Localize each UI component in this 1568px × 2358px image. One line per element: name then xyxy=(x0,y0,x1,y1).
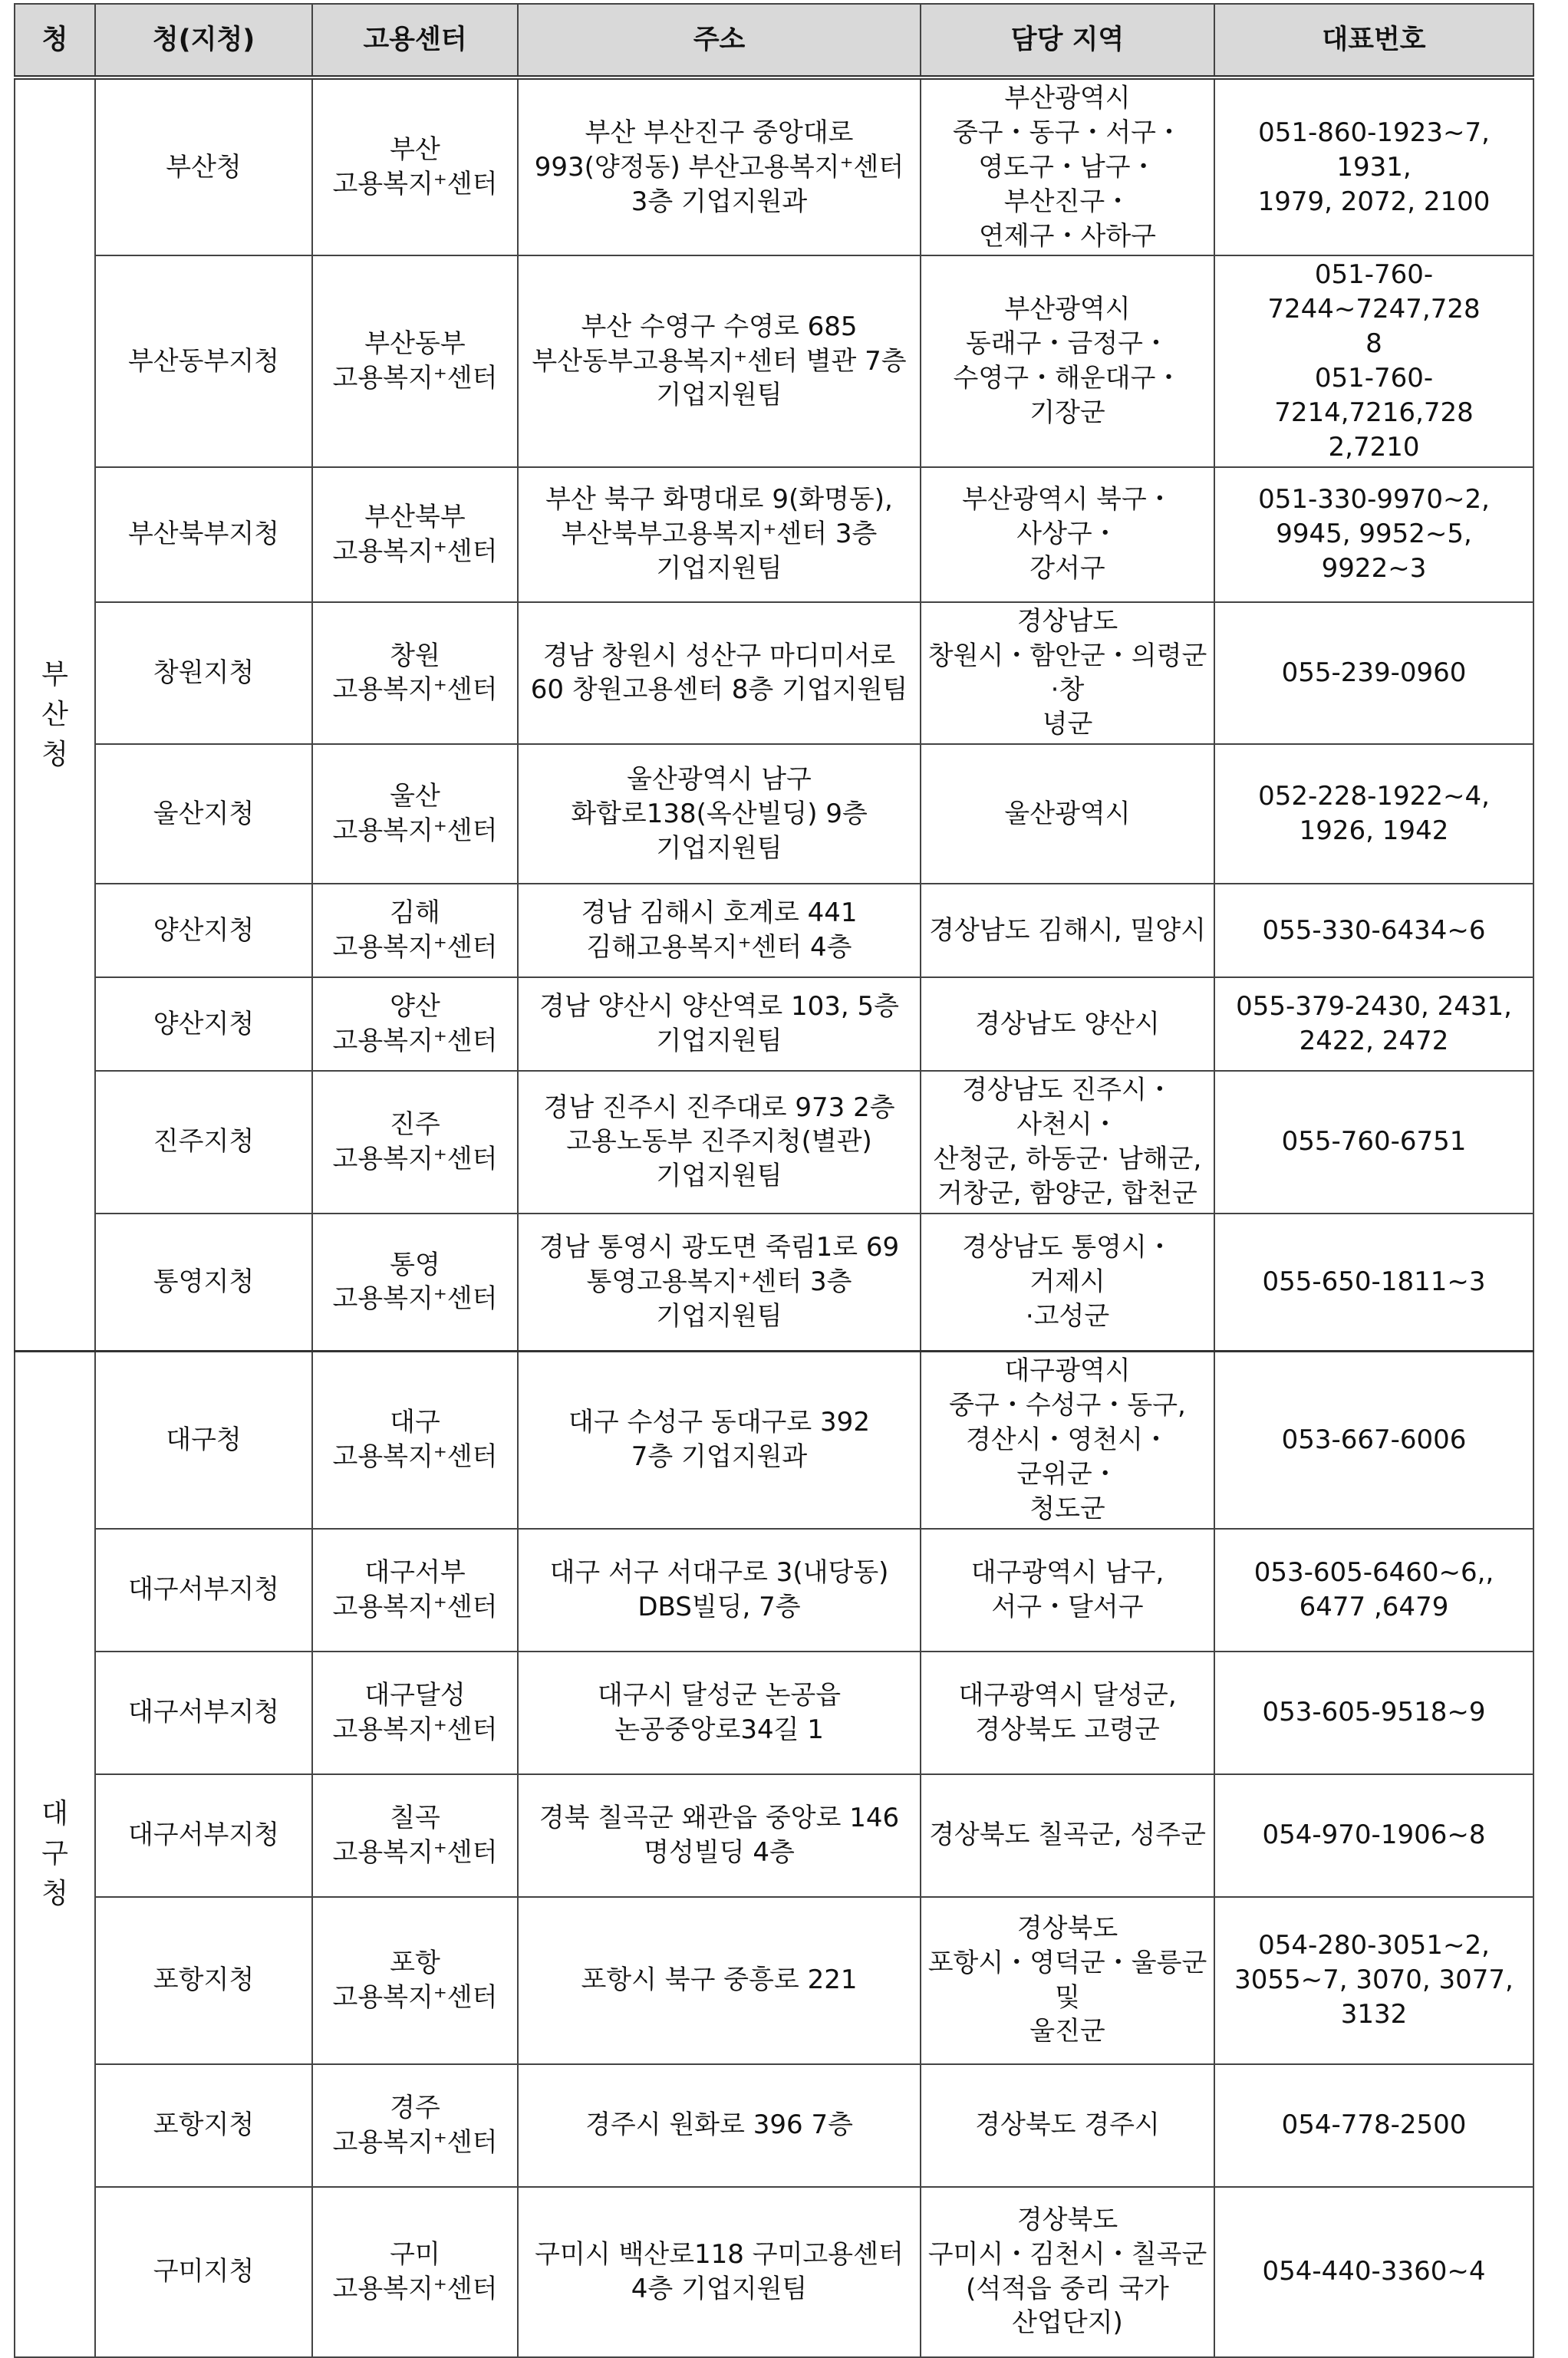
center-cell: 경주 고용복지⁺센터 xyxy=(312,2064,518,2187)
office-cell: 대구서부지청 xyxy=(95,1652,312,1774)
center-cell: 진주 고용복지⁺센터 xyxy=(312,1071,518,1214)
phone-cell: 054-440-3360~4 xyxy=(1214,2187,1533,2357)
table-header-row xyxy=(15,4,1533,77)
phone-cell: 053-605-9518~9 xyxy=(1214,1652,1533,1774)
center-cell: 부산 고용복지⁺센터 xyxy=(312,77,518,255)
header-center: 고용센터 xyxy=(312,4,518,77)
address-cell: 경남 김해시 호계로 441 김해고용복지⁺센터 4층 xyxy=(518,884,921,977)
phone-cell: 055-239-0960 xyxy=(1214,602,1533,745)
table-row xyxy=(15,1071,1533,1214)
header-phone: 대표번호 xyxy=(1214,4,1533,77)
center-cell: 통영 고용복지⁺센터 xyxy=(312,1214,518,1352)
table-row xyxy=(15,602,1533,745)
header-region: 담당 지역 xyxy=(921,4,1214,77)
region-cell: 대구광역시 달성군, 경상북도 고령군 xyxy=(921,1652,1214,1774)
table-row xyxy=(15,744,1533,884)
address-cell: 포항시 북구 중흥로 221 xyxy=(518,1897,921,2064)
office-cell: 포항지청 xyxy=(95,2064,312,2187)
table-row xyxy=(15,2187,1533,2357)
table-row xyxy=(15,1774,1533,1897)
region-cell: 부산광역시 중구・동구・서구・ 영도구・남구・부산진구・ 연제구・사하구 xyxy=(921,77,1214,255)
region-cell: 경상남도 창원시・함안군・의령군·창 녕군 xyxy=(921,602,1214,745)
office-cell: 양산지청 xyxy=(95,884,312,977)
phone-cell: 051-860-1923~7, 1931, 1979, 2072, 2100 xyxy=(1214,77,1533,255)
center-cell: 창원 고용복지⁺센터 xyxy=(312,602,518,745)
address-cell: 부산 북구 화명대로 9(화명동), 부산북부고용복지⁺센터 3층 기업지원팀 xyxy=(518,467,921,602)
region-cell: 부산광역시 동래구・금정구・ 수영구・해운대구・기장군 xyxy=(921,255,1214,466)
center-cell: 울산 고용복지⁺센터 xyxy=(312,744,518,884)
header-office: 청(지청) xyxy=(95,4,312,77)
header-group: 청 xyxy=(15,4,95,77)
region-cell: 경상남도 양산시 xyxy=(921,977,1214,1071)
center-cell: 구미 고용복지⁺센터 xyxy=(312,2187,518,2357)
table-row xyxy=(15,1897,1533,2064)
office-cell: 포항지청 xyxy=(95,1897,312,2064)
phone-cell: 053-667-6006 xyxy=(1214,1352,1533,1529)
address-cell: 경남 창원시 성산구 마디미서로 60 창원고용센터 8층 기업지원팀 xyxy=(518,602,921,745)
phone-cell: 054-970-1906~8 xyxy=(1214,1774,1533,1897)
phone-cell: 055-650-1811~3 xyxy=(1214,1214,1533,1352)
table-row xyxy=(15,467,1533,602)
region-cell: 경상남도 통영시・거제시 ·고성군 xyxy=(921,1214,1214,1352)
table-row xyxy=(15,977,1533,1071)
region-cell: 대구광역시 중구・수성구・동구, 경산시・영천시・군위군・ 청도군 xyxy=(921,1352,1214,1529)
center-cell: 부산동부 고용복지⁺센터 xyxy=(312,255,518,466)
office-cell: 구미지청 xyxy=(95,2187,312,2357)
phone-cell: 055-330-6434~6 xyxy=(1214,884,1533,977)
region-cell: 경상북도 구미시・김천시・칠곡군 (석적읍 중리 국가 산업단지) xyxy=(921,2187,1214,2357)
center-cell: 부산북부 고용복지⁺센터 xyxy=(312,467,518,602)
address-cell: 경남 양산시 양산역로 103, 5층 기업지원팀 xyxy=(518,977,921,1071)
region-cell: 경상북도 칠곡군, 성주군 xyxy=(921,1774,1214,1897)
center-cell: 칠곡 고용복지⁺센터 xyxy=(312,1774,518,1897)
region-cell: 울산광역시 xyxy=(921,744,1214,884)
center-cell: 대구서부 고용복지⁺센터 xyxy=(312,1529,518,1652)
center-cell: 양산 고용복지⁺센터 xyxy=(312,977,518,1071)
address-cell: 대구시 달성군 논공읍 논공중앙로34길 1 xyxy=(518,1652,921,1774)
center-cell: 대구달성 고용복지⁺센터 xyxy=(312,1652,518,1774)
center-cell: 포항 고용복지⁺센터 xyxy=(312,1897,518,2064)
office-cell: 대구서부지청 xyxy=(95,1529,312,1652)
address-cell: 부산 부산진구 중앙대로 993(양정동) 부산고용복지⁺센터 3층 기업지원과 xyxy=(518,77,921,255)
phone-cell: 052-228-1922~4, 1926, 1942 xyxy=(1214,744,1533,884)
office-cell: 통영지청 xyxy=(95,1214,312,1352)
table-row xyxy=(15,1214,1533,1352)
address-cell: 경남 진주시 진주대로 973 2층 고용노동부 진주지청(별관) 기업지원팀 xyxy=(518,1071,921,1214)
table-row xyxy=(15,1652,1533,1774)
group-label: 대 구 청 xyxy=(15,1352,95,2357)
office-cell: 대구청 xyxy=(95,1352,312,1529)
table-row xyxy=(15,1352,1533,1529)
office-cell: 부산북부지청 xyxy=(95,467,312,602)
office-cell: 대구서부지청 xyxy=(95,1774,312,1897)
phone-cell: 053-605-6460~6,, 6477 ,6479 xyxy=(1214,1529,1533,1652)
region-cell: 대구광역시 남구, 서구・달서구 xyxy=(921,1529,1214,1652)
table-row xyxy=(15,2064,1533,2187)
phone-cell: 051-760-7244~7247,728 8 051-760-7214,7216,728 2,7210 xyxy=(1214,255,1533,466)
address-cell: 경주시 원화로 396 7층 xyxy=(518,2064,921,2187)
employment-office-table xyxy=(14,3,1534,2358)
region-cell: 경상북도 경주시 xyxy=(921,2064,1214,2187)
center-cell: 김해 고용복지⁺센터 xyxy=(312,884,518,977)
office-cell: 창원지청 xyxy=(95,602,312,745)
region-cell: 경상남도 진주시・사천시・ 산청군, 하동군· 남해군, 거창군, 함양군, 합천군 xyxy=(921,1071,1214,1214)
office-cell: 진주지청 xyxy=(95,1071,312,1214)
office-cell: 양산지청 xyxy=(95,977,312,1071)
region-cell: 경상남도 김해시, 밀양시 xyxy=(921,884,1214,977)
phone-cell: 051-330-9970~2, 9945, 9952~5, 9922~3 xyxy=(1214,467,1533,602)
phone-cell: 054-778-2500 xyxy=(1214,2064,1533,2187)
address-cell: 대구 수성구 동대구로 392 7층 기업지원과 xyxy=(518,1352,921,1529)
address-cell: 대구 서구 서대구로 3(내당동) DBS빌딩, 7층 xyxy=(518,1529,921,1652)
office-cell: 부산동부지청 xyxy=(95,255,312,466)
table-row xyxy=(15,77,1533,255)
address-cell: 경남 통영시 광도면 죽림1로 69 통영고용복지⁺센터 3층 기업지원팀 xyxy=(518,1214,921,1352)
phone-cell: 055-379-2430, 2431, 2422, 2472 xyxy=(1214,977,1533,1071)
address-cell: 경북 칠곡군 왜관읍 중앙로 146 명성빌딩 4층 xyxy=(518,1774,921,1897)
phone-cell: 054-280-3051~2, 3055~7, 3070, 3077, 3132 xyxy=(1214,1897,1533,2064)
office-table-wrapper xyxy=(14,3,1534,2358)
address-cell: 구미시 백산로118 구미고용센터 4층 기업지원팀 xyxy=(518,2187,921,2357)
table-row xyxy=(15,255,1533,466)
header-address: 주소 xyxy=(518,4,921,77)
group-label: 부 산 청 xyxy=(15,77,95,1352)
region-cell: 부산광역시 북구・사상구・ 강서구 xyxy=(921,467,1214,602)
phone-cell: 055-760-6751 xyxy=(1214,1071,1533,1214)
office-cell: 울산지청 xyxy=(95,744,312,884)
region-cell: 경상북도 포항시・영덕군・울릉군 및 울진군 xyxy=(921,1897,1214,2064)
table-body xyxy=(15,77,1533,2357)
office-cell: 부산청 xyxy=(95,77,312,255)
address-cell: 부산 수영구 수영로 685 부산동부고용복지⁺센터 별관 7층 기업지원팀 xyxy=(518,255,921,466)
table-row xyxy=(15,1529,1533,1652)
address-cell: 울산광역시 남구 화합로138(옥산빌딩) 9층 기업지원팀 xyxy=(518,744,921,884)
center-cell: 대구 고용복지⁺센터 xyxy=(312,1352,518,1529)
table-row xyxy=(15,884,1533,977)
